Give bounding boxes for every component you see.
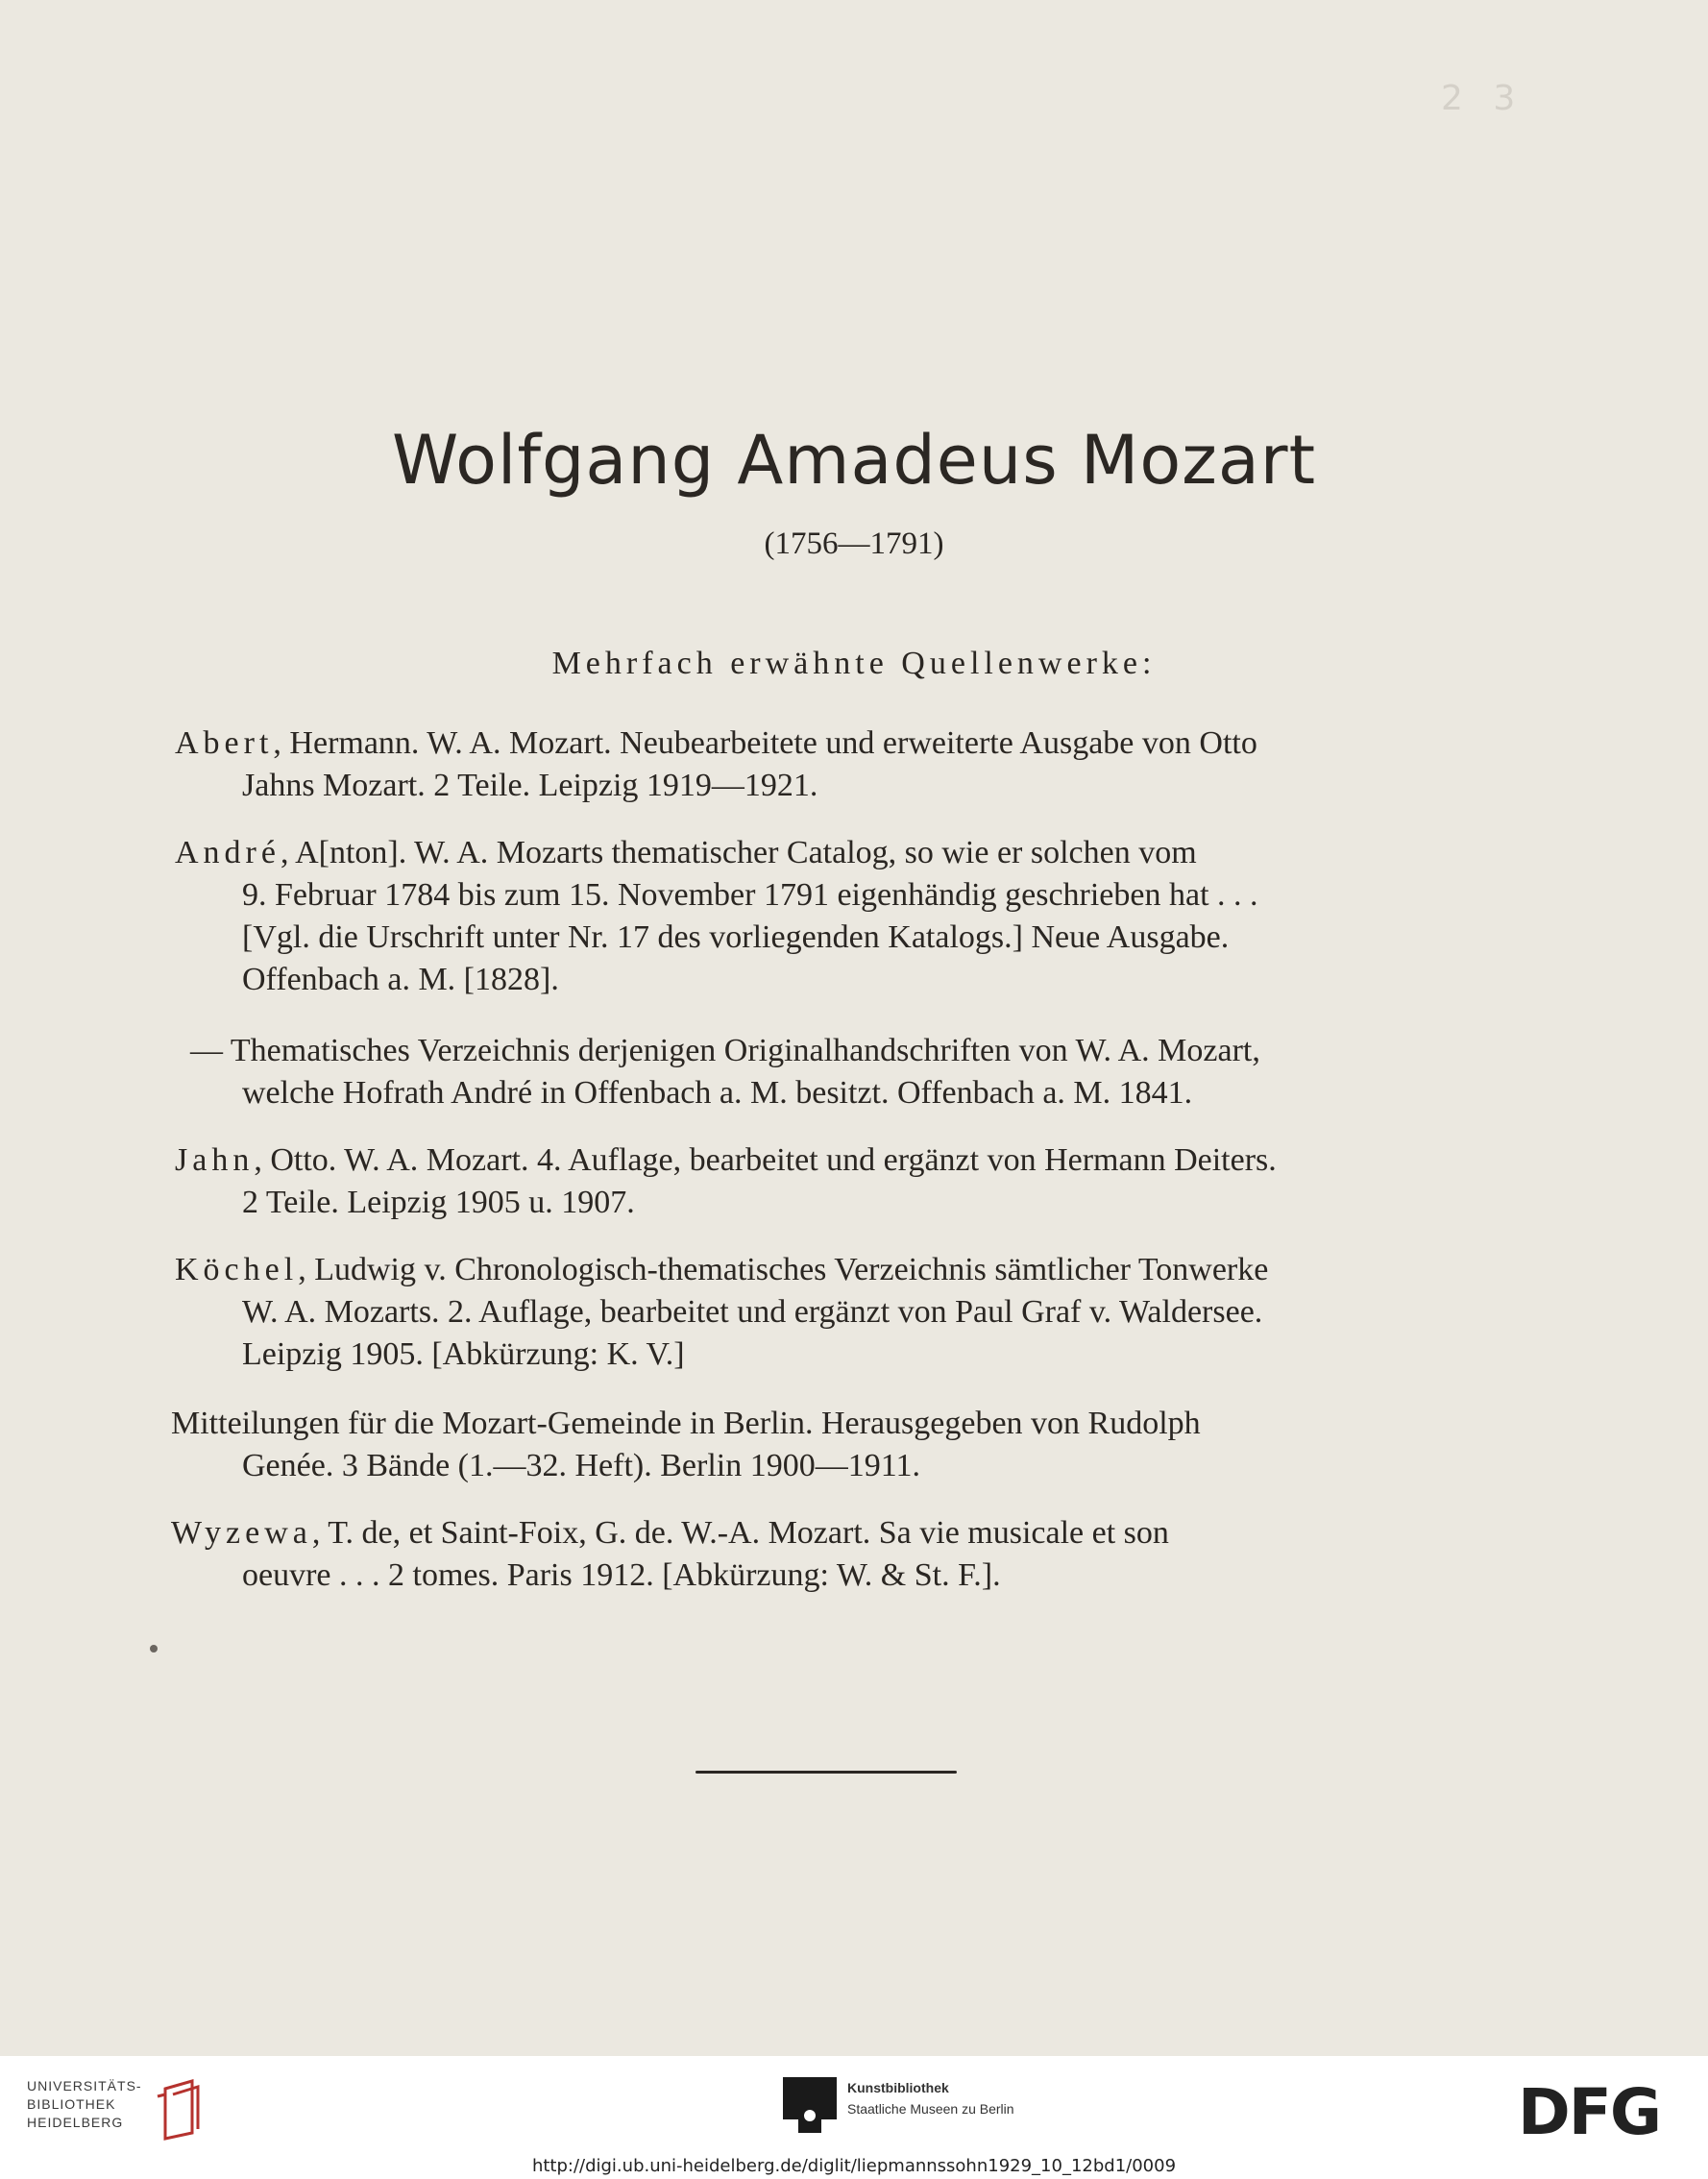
entry-line: 2 Teile. Leipzig 1905 u. 1907. <box>242 1185 635 1220</box>
permalink-url[interactable]: http://digi.ub.uni-heidelberg.de/diglit/liepmannssohn1929_10_12bd1/0009 <box>531 2156 1177 2176</box>
library-name: Kunstbibliothek <box>847 2080 949 2095</box>
university-line: BIBLIOTHEK <box>27 2096 116 2112</box>
bibliography-entry-wyzewa <box>171 1512 1493 1597</box>
entry-line: , A[nton]. W. A. Mozarts thematischer Catalog, so wie er solchen vom <box>280 835 1197 870</box>
entry-line: Genée. 3 Bände (1.—32. Heft). Berlin 1900—1911. <box>242 1448 920 1483</box>
bibliography-entry-jahn <box>175 1139 1493 1224</box>
entry-line: Leipzig 1905. [Abkürzung: K. V.] <box>242 1336 685 1372</box>
entry-line: Mitteilungen für die Mozart-Gemeinde in Berlin. Herausgegeben von Rudolph <box>171 1406 1201 1441</box>
library-subtitle: Staatliche Museen zu Berlin <box>847 2101 1014 2117</box>
entry-line: welche Hofrath André in Offenbach a. M. besitzt. Offenbach a. M. 1841. <box>242 1075 1193 1111</box>
entry-line: Offenbach a. M. [1828]. <box>242 962 559 997</box>
page-title: Wolfgang Amadeus Mozart <box>391 421 1317 500</box>
university-library-label[interactable] <box>27 2077 142 2132</box>
dfg-logo[interactable]: DFG <box>1518 2075 1661 2149</box>
bibliography-entry-andre-verzeichnis <box>190 1030 1493 1114</box>
entry-author: Köchel <box>175 1252 299 1287</box>
entry-line: , Ludwig v. Chronologisch-thematisches Verzeichnis sämtlicher Tonwerke <box>298 1252 1269 1287</box>
entry-line: [Vgl. die Urschrift unter Nr. 17 des vorliegenden Katalogs.] Neue Ausgabe. <box>242 919 1230 955</box>
closing-rule <box>695 1771 957 1774</box>
entry-line: W. A. Mozarts. 2. Auflage, bearbeitet und ergänzt von Paul Graf v. Waldersee. <box>242 1294 1263 1330</box>
bleed-through-mark: 2 3 <box>1441 79 1525 118</box>
entry-line: , Hermann. W. A. Mozart. Neubearbeitete und erweiterte Ausgabe von Otto <box>273 725 1257 761</box>
life-years: (1756—1791) <box>764 526 944 561</box>
bibliography-entry-mitteilungen <box>171 1403 1493 1487</box>
bibliography-entry-andre <box>175 832 1493 1001</box>
viewer-footer <box>0 2056 1708 2179</box>
university-line: HEIDELBERG <box>27 2115 124 2130</box>
entry-line: 9. Februar 1784 bis zum 15. November 1791 eigenhändig geschrieben hat . . . <box>242 877 1258 913</box>
entry-line: , Otto. W. A. Mozart. 4. Auflage, bearbeitet und ergänzt von Hermann Deiters. <box>254 1142 1277 1178</box>
entry-author: Abert <box>175 725 274 761</box>
kunstbibliothek-logo-icon[interactable] <box>783 2077 837 2135</box>
entry-author: Wyzewa <box>171 1515 312 1551</box>
ink-speck <box>150 1645 158 1653</box>
entry-line: , T. de, et Saint-Foix, G. de. W.-A. Mozart. Sa vie musicale et son <box>311 1515 1169 1551</box>
entry-line: — Thematisches Verzeichnis derjenigen Originalhandschriften von W. A. Mozart, <box>190 1033 1260 1068</box>
university-logo-icon[interactable] <box>154 2075 206 2142</box>
entry-line: Jahns Mozart. 2 Teile. Leipzig 1919—1921. <box>242 768 818 803</box>
entry-line: oeuvre . . . 2 tomes. Paris 1912. [Abkürzung: W. & St. F.]. <box>242 1557 1001 1593</box>
entry-author: Jahn <box>175 1142 255 1178</box>
entry-author: André <box>175 835 281 870</box>
bibliography-entry-koechel <box>175 1249 1493 1376</box>
university-line: UNIVERSITÄTS- <box>27 2078 142 2093</box>
bibliography-entry-abert <box>175 722 1493 807</box>
section-heading: Mehrfach erwähnte Quellenwerke: <box>551 646 1157 681</box>
kunstbibliothek-label[interactable] <box>847 2077 1014 2119</box>
